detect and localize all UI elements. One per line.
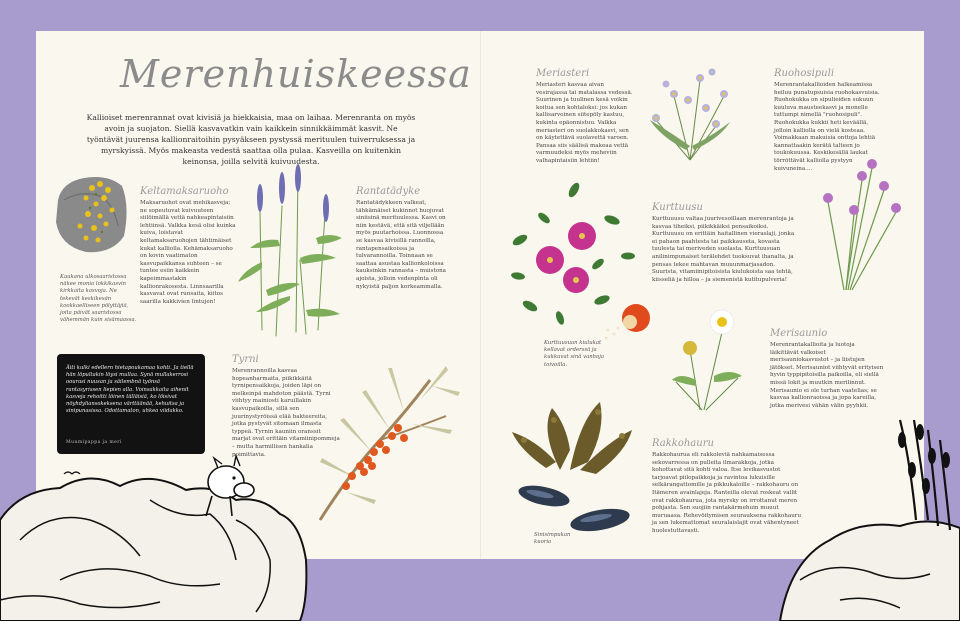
page-title: Merenhuiskeessa (120, 52, 472, 96)
merisaunio-illustration (672, 310, 742, 410)
caption-simpukka: Sinisimpukan kuoria (534, 532, 571, 546)
ruohosipuli-illustration (823, 159, 901, 290)
heading-rantatadyke: Rantatädyke (356, 186, 421, 197)
body-tyrni: Merenrannoilla kasvaa hopeanharmaita, piikikkäitä tyrnipensaikkoja, joiden läpi on melkeinpä mahdoton päästä. Tyrni viihtyy mainiosti karuillakin kasvupaikoilla, sillä sen juurinystyröissä elää bakteereita, jotka pystyvät sitomaan ilmasta typpeä. Tyrnin kauniin oranssit marjat ovat erittäin vitamiinipommeja – mutta harmillisen hankalia poimittavia. (232, 368, 340, 458)
body-kurttulusu: Kurttuuusu valtaa juurivesoillaan merenrantoja ja kasvaa tiheiksi, piikikkäiksi pensaikoiksi. Kurttuuusu on erittäin haitallinen vieraslaji, jonka ei pahaon paahtesta tai paikkauseta, kovasta tuulesta tai meriveden suolasta. Kurttuusuan anilinimpunaiset terälehdet tuoksuvat ihanalta, ja pensas tekee mahtavan muuunmarjasadon. Suurista, vitamiinipitoisista kiulukoista saa tehtä, kiisseliä ja hilloa – ja siemenistä kutitupulveria! (652, 216, 795, 283)
body-keltamaksaruoho: Maksaruohot ovat mehikasveja; ne sopeutuvat kuivuuteen siilöimällä vettä nahkeapintaisiin lehtiinsä. Valkka kesä olisi kuinka kuiva, loistavat keltamaksaruohojen tähtimäiset kukat kalliolla. Kehämaksaruoho on kovin vaatimaton kasvupaikkansa suhteen – se tuntee esiin kaikkein kapeimmastakin kallionrakosesta. Linnsaarilla kasvavat ovat runsaita, kiitos saarilla kakkivien lintujen! (140, 200, 236, 305)
tyrni-illustration (320, 366, 460, 520)
keltamaksaruoho-illustration (56, 177, 127, 252)
heading-merisaunio: Merisaunio (770, 328, 828, 339)
kurttulusu-illustration (510, 181, 650, 339)
quote-text: Äiti kulki edellern hietapoukamaa kohti. Ja tiellä hän löpultakin löysi mullaa. Synä mullakerrosi oourasi nuusan ja säilembnä työnsä rantasyrissen liepien alla. Voinsakkaita aihenit kasveja rehoitti löinen tälläisiä, ko löisivat nöyhdyliansokeksena värttäänää, kehuitsa ja sinipunasissa. Odottamaton, uhkea viidakko. (66, 365, 194, 415)
heading-keltamaksaruoho: Keltamaksaruoho (140, 186, 229, 197)
heading-kurttulusu: Kurttuusu (652, 202, 703, 213)
body-merisaunio: Merenrantakallioita ja luotoja läikittävät valkoiset merisauniokasvustot – ja liistujen jätökset. Merisauniot viihtyvät erityisen hyvin typpipitoisilla paikoilla, eli siellä missä lokit ja muutkin merilinnut. Merisaunio ei ole turhan vaatelias; se kasvaa kallionraoissa ja jopa kareilla, jotka merivesi vähän välin pyyhkii. (770, 342, 884, 409)
rakkohauru-illustration (512, 402, 632, 535)
rocks-right-illustration (780, 420, 960, 621)
quote-author: Muumipappa ja meri (66, 440, 122, 445)
quote-box (57, 354, 205, 454)
meriasteri-illustration (650, 69, 730, 161)
body-rakkohauru: Rakkohaurua eli rakkoleviä nahkamaisessa sekovarressa on pulleita ilmarakkoja, jotka kohottavat sitä kohti valoa. Itse levikasvustot tarjoavat piilopaikkoja ja ravintoa lukuisille selkärangattomille ja pikkukaloille – rakkohauru on Itämeren avainlajeja. Ranteilla olevat roskeat vallit ovat rakkohaurua, jota myrsky on irrottanut meren pohjasta. Sen suojiin rantakärmehuin muuut muruaasa. Rehevöitymisen seurauksena rakkohauru ja sen lukemattomat seuralaislajit ovat vähentyneet huolestuttavasti. (652, 452, 802, 534)
rantatadyke-illustration (238, 164, 342, 336)
caption-maksaruoho: Kaukana ulkosaaristossa näkee monia lokkikasvin kirkkaita kasvoja. Ne tekevät keskikesän kookkaelliseen pölyttäjiä, joita päivät saaristossa vähemmän kuin sisämaassa. (60, 274, 137, 324)
intro-paragraph: Kallioiset merenrannat ovat kivisiä ja hiekkaisia, maa on laihaa. Merenranta on myös avoin ja suojaton. Siellä kasvavatkin vain kaikkein sinnikkäimmät kasvit. Ne työntävät juurensa kallionraitoihin pysyäkseen pystyssä merituulen tuiverruksessa ja myrskyissä. Myös makeasta vedestä saattaa olla pulaa. Kasveilla on kuitenkin keinonsa, joilla selvitä kuivuudesta. (86, 113, 416, 166)
heading-tyrni: Tyrni (232, 354, 259, 365)
caption-kurttulusu: Kurttuusuan kiulukat kellavat orderssä ja kukkuvat sinä vanhoja toivoilla. (544, 340, 605, 368)
heading-meriasteri: Meriasteri (536, 68, 590, 79)
body-meriasteri: Meriasteri kasvaa aivan vesirajassa tai matalassa vedessä. Suurinen ja tuulinen kesä voikin koitua sen kohtaloksi: jos kukan kallisarvoinen siitepöly kastuu, kukinta epäonnistuu. Valkka meriasteri on suolakkokasvi, sen on käytettävä suolavettä varoen. Pansaa siis säälisä makeaa vettä varmuudeksi myös meheviin valhapintaisiin lehtiin! (536, 82, 633, 164)
heading-ruohosipuli: Ruohosipuli (774, 68, 835, 79)
rocks-left-illustration (0, 451, 306, 621)
body-ruohosipuli: Merenrantakallioiden halkeamissa heiluu punatupsuisia ruohokasvuisia. Ruohokukka on sipulieiden sukuun kuuluva mausteekasvi ja monelle tuttumpi nimellä "ruohosipuli". Ruohokukka kukkii heti keväällä, jolloin kalliolla on vielä kosteaa. Voimakkaan makuisia onttoja lehtiä kannattaakin kerätä talteen jo toukokuussa. Keskikesällä laukat törröttävät kalliolla pystyyn kuivuneina.... (774, 82, 880, 172)
body-rantatadyke: Rantatädykkeen valkeat, tähkämäiset kukinnot huojuvat siniisinä merituulessa. Kasvi on niin kestävä, että sitä viljellään myös puutarhoissa. Luonnossa se kasvaa kivisillä rannoilla, rantapensaikoissa ja tulvarannoilla. Toinnaan se saattaa asustaa kallionkoloissa kauksinkin rannasta – muistona ajoista, jolloin vedenpinta oli nykyistä paljon korkeammalla. (356, 200, 447, 290)
heading-rakkohauru: Rakkohauru (652, 438, 714, 449)
